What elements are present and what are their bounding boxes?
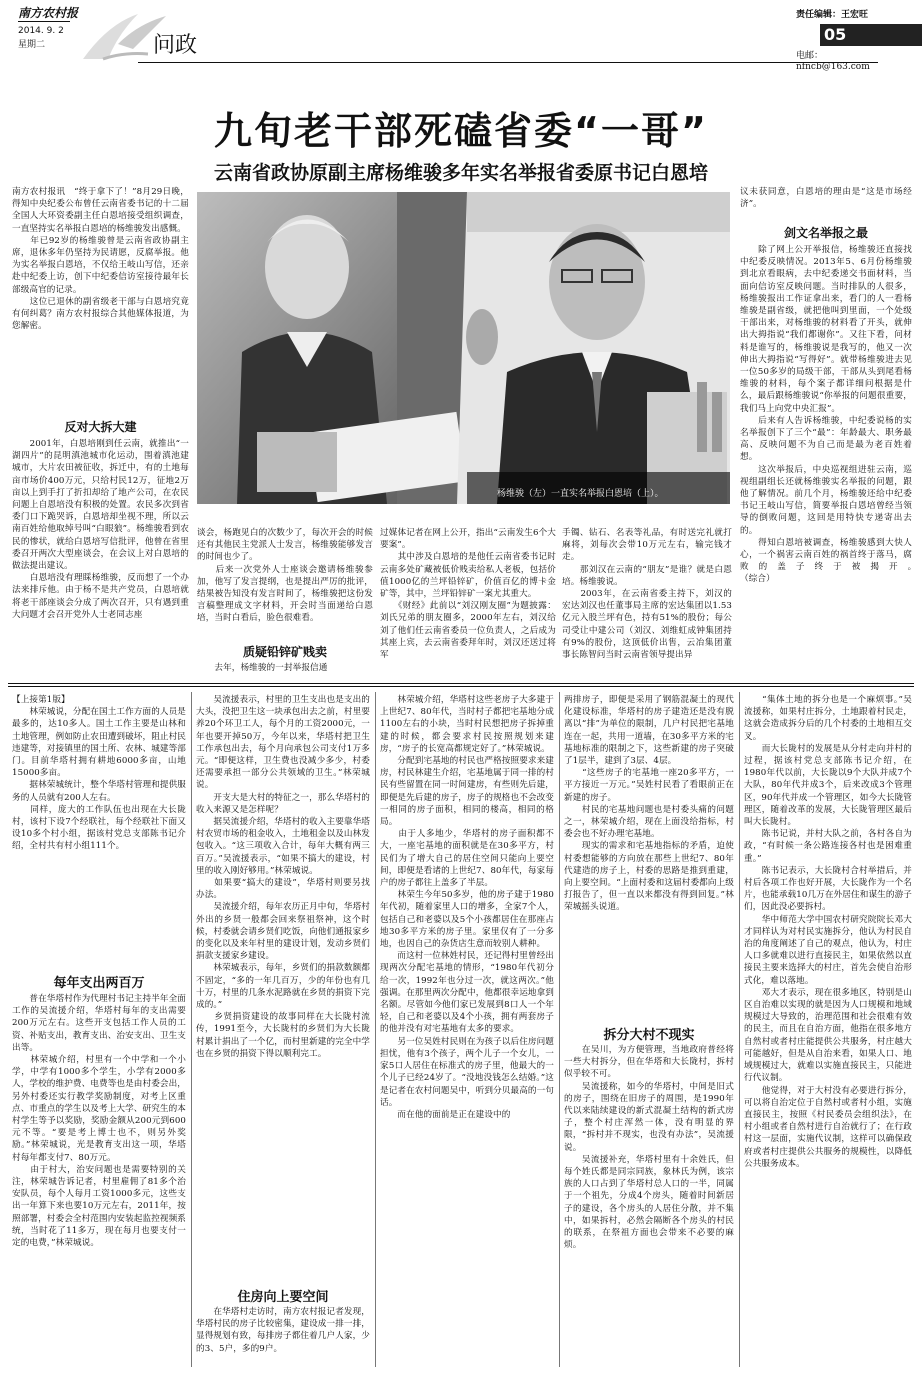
photo-illustration	[197, 192, 730, 504]
article-col2-body: 谈会，杨跑见白的次数少了，每次开会的时候还有其他民主党派人士发言，杨维骏能够发言的时间也少了。 后来一次党外人士座谈会邀请杨维骏参加，他写了发言提纲，也是提出严厉的批评，结果被告知没有发言时间了，杨维骏把这份发言稿整理成文字材料，开会时当面递给白恩培，当时白看后，脸色很难看。	[197, 528, 373, 624]
masthead	[18, 4, 878, 72]
subhead-oppose-demolition: 反对大拆大建	[64, 420, 137, 434]
article-col5-body: 除了网上公开举报信，杨维骏还直接找中纪委反映情况。2013年5、6月份杨维骏到北京看眼病，去中纪委递交书面材料，当面向信访室反映问题。当时排队的人很多，杨维骏报出工作证拿出来，看门的人一看杨维骏是副省级，就把他叫到里面，一个处级干部出来，对杨维骏的材料看了开头，就伸出大拇指说“我们都谢你”。又往下看，问材料是谁写的，杨维骏说是我写的，他又一次伸出大拇指说“写得好”。就带杨维骏进去见一位50多岁的局级干部，干部从头到尾看杨维骏的材料，每个案子都详细问根据是什么，最后跟杨维骏说“你举报的问题很重要，我们马上向党中央汇报”。 后来有人告诉杨维骏，中纪委说杨的实名举报创下了三个“最”：年龄最大、职务最高、反映问题不为自己而是最为老百姓着想。 这次举报后，中央巡视组进驻云南，巡视组副组长还就杨维骏实名举报的问题，跟他了解情况。前几个月，杨维骏还给中纪委书记王岐山写信，简要举报白恩培曾经当领导的倒败问题，这回是用特快专递寄出去的。 得知白恩培被调查，杨维骏感到大快人心，一个祸害云南百姓的祸首终于落马，腐败的盖子终于被揭开。 （综合）	[740, 245, 912, 585]
subhead-vertical-space: 住房向上要空间	[237, 1290, 329, 1305]
continued-col1-body: 普在华塔村作为代理村书记主持半年全面工作的吴流援介绍，华塔村每年的支出需要200万元左右。这些开支包括工作人员的工资、补贴支出，教育支出、治安支出、卫生支出等。 林荣城介绍，村里有一个中学和一个小学，中学有1000多个学生，小学有2000多人，学校的维护费、电费等也是由村委会出，另外村委还实行教学奖励制度，对考上区重点、市重点的学生以及考上大学、研究生的本村学生等予以奖励，奖励金额从200元到600元不等。“要是考上博士也不，则另外奖励。”林荣城说，光是教育支出这一项，华塔村每年都支付7、80万元。 由于村大，治安问题也是需要特别的关注，林荣城告诉记者，村里雇佣了81多个治安队员，每个人每月工资1000多元，这些支出一年算下来也要10万元左右，2011年，按照部署，村委会全村范围内安装起监控视频系统，当时花了11多万，现在每月也要支付一定的电费，”林荣城说。	[12, 994, 186, 1249]
issue-weekday: 星期二	[18, 40, 46, 50]
article-col4-body: 手镯、钻石、名表等礼品，有时送完礼就打麻将，刘每次会带10万元左右，输完钱才走。 那刘汉在云南的“朋友”是谁？就是白恩培。杨维骏说。 2003年，在云南省委主持下，刘汉的宏达刘汉也任董事局主席的宏达集团以1.53亿元入股兰坪有色，持有51%的股份；每公司受让中建公司（刘汉、刘维虹成钟集团持有9%的股份，这顶低价出售，云冶集团董事长陈智问当时云南省领导提出异	[562, 528, 732, 661]
subhead-annual-spending: 每年支出两百万	[53, 976, 145, 991]
section-name: 问政	[153, 33, 198, 58]
article-col1-body: 2001年，白恩培刚到任云南，就推出“一湖四片”的昆明滇池城市化运动，围着滇池建城市，大片农田被征收，拆迁中，有的土地每亩市场价400万元，只给村民12万，征地2万亩以上到手打了折扣却给了地产公司，在农民问题上自恩培没有积极的处置。农民多次到省委门口下跪哭诉，白恩培却坐视不理，所以云南百姓给他取绰号叫“白眼狼”。杨维骏看到农民的惨状，就给白恩培写信批评，他曾在省里委召开两次大型座谈会，在会议上对白恩培的做法提出建议。 白恩培没有理睬杨维骏，反而想了一个办法来排斥他。由于杨不是共产党员，白恩培就将老干部座谈会分成了两次召开，只有遇到重大问题才会召开党外人士老同志座	[12, 439, 189, 620]
subhead-ore-sale: 质疑铅锌矿贱卖	[242, 645, 327, 659]
subheadline: 云南省政协原副主席杨维骏多年实名举报省委原书记白恩培	[213, 162, 708, 184]
continued-col3: 林荣城介绍，华塔村这些老房子大多建于上世纪7、80年代，当时村子都把宅基地分成1100左右的小块，当时村民想把房子拆掉重建的时候，都会要求村民按照规划来建房，“房子的长宽高都规定好了。”林荣城说。 分配到宅基地的村民也严格按照要求来建房，村民林建生介绍，宅基地属于同一排的村民有些留置在同一时间建房，有些则先后建，即便是先后建的房子，房子的规格也不会改变一相同的房子面积，相同的楼高，相同的格局。 由于人多地少，华塔村的房子面积都不大，一座宅基地的面积就是在30多平方，村民们为了增大自己的居住空间只能向上要空间，即便是看诸的上世纪7、80年代，每家每户的房子都往上盖多了半层。 林荣生今年50多岁，他的房子建于1980年代初，随着家里人口的增多，全家7个人，包括自己和老婆以及5个小孩都居住在那座占地30多平方米的房子里。家里仅有了一分多地，也因自己的杂货店生意而较别人耕种。 而这村一位林姓村民，还记得村里曾经出现两次分配宅基地的情形，“1980年代初分给一次，1992年也分过一次，就这两次。”他强调。在那里两次分配中，他都很幸运地拿到名额。尽管如今他们家已发展到8口人一个年轻，自己和老婆以及4个小孩，拥有两套房子的他并没有对宅基地有太多的要求。 另一位吴姓村民则在为孩子以后住房问题担忧，他有3个孩子，两个儿子一个女儿，一家5口人居住在标准式的房子里，他最大的一个儿子已经24岁了。“没地没钱怎么结婚。”这是记者在农村问题吴中，听到分贝最高的一句话。 而在他的面前是正在建设中的	[380, 695, 554, 1120]
news-photo	[197, 192, 730, 504]
subhead-split-village: 拆分大村不现实	[603, 1028, 695, 1043]
article-lead: 南方农村报讯 “终于拿下了！”8月29日晚，得知中央纪委公布曾任云南省委书记的十二届全国人大环资委副主任白恩培接受组织调查，一直坚持实名举报白恩培的杨维骏发出感慨。 年已92岁的杨维骏曾是云南省政协副主席，退休多年仍坚持为民请愿，反腐举报。他为实名举报白恩培，不仅给王岐山写信，还亲赴中纪委上访，创下中纪委信访室接待最年长部级高官的记录。 这位已退休的副省级老干部与白恩培究竟有何纠葛？南方农村报综合其他媒体报道，为您解密。	[12, 187, 189, 332]
continued-col5: “集体土地的拆分也是一个麻烦事。”吴流援称，如果村庄拆分，土地跟着村民走，这就会造成拆分后的几个村委的土地相互交叉。 而大长陇村的发展是从分村走向并村的过程，据该村党总支部陈书记介绍，在1980年代以前，大长陇以9个大队并成7个大队，80年代并成3个，后来改成3个管理区，90年代并成一个管理区，如今大长陇管理区，随着改革的发展，大长陇管理区最后叫大长陇村。 陈书记说，并村大队之前，各村各自为政，“有时候一条公路连接各村也是困难重重。” 陈书记表示，大长陇村合村举措后，并村后各项工作也好开展，大长陇作为一个名片，也能承载10几万在外居住和谋生的游子们，因此没必要拆村。 华中师范大学中国农村研究院院长邓大才同样认为对村民实施拆分，他认为村民自治的角度阐述了自己的观点，他认为，村庄人口多就难以进行直接民主，如果依然以直接民主要来选择大的村庄，首先会使自治形式化，难以落地。 邓大才表示，现在很多地区，特别是山区自治难以实现的就是因为人口规模和地域规模过大导致的，治理范围和社会很难有效的民主，而且在自治方面，他指在很多地方自然村或者村庄能提供公共服务，村庄越大可能越好，但是从自治来看，如果人口、地域规模过大，就难以实施直接民主，只能进行代议制。 他觉得，对于大村没有必要进行拆分，可以将自治定位于自然村或者村小组，实施直接民主，按照《村民委员会组织法》，在村小组或者自然村进行自治就行了；在行政村这一层面，实施代议制，这样可以确保政府或者村庄提供公共服务的规模性，以降低公共服务成本。	[744, 695, 912, 1169]
continued-col2: 吴流援表示，村里的卫生支出也是支出的大头，没把卫生这一块承包出去之前，村里要养20个环卫工人，每个月的工资2000元，一年也要开掉50万，今年以来，华塔村把卫生工作承包出去，每个月向承包公司支付1万多元。“即便这样，卫生费也没减少多少，村委还需要承担一部分公共领域的卫生。”林荣城说。 开支大是大村的特征之一，那么华塔村的收入来源又是怎样呢？ 据吴流援介绍，华塔村的收入主要靠华塔村农贸市场的租金收入，土地租金以及山林发包收入。“这三项收入合计，每年大概有两三百万。”吴流援表示，“如果不搞大的建设，村里的收入刚好够用。”林荣城说。 如果要“搞大的建设”，华塔村则要另找办法。 吴流援介绍，每年农历正月中旬，华塔村外出的乡贤一般都会回来祭祖祭神，这个时候，村委就会请乡贤们吃饭，向他们通报家乡的变化以及来年村里的建设计划，发动乡贤们捐款支援家乡建设。 林荣城表示，每年，乡贤们的捐款数额都不固定，“多的一年几百万，少的年份也有几十万，村里的几条水泥路就在乡贤的捐资下完成的。” 乡贤捐资建设的故事同样在大长陇村流传，1991至今，大长陇村的乡贤们为大长陇村累计捐出了一个亿，而村里新建的完全中学也在乡贤的捐资下得以顺利完工。	[196, 695, 370, 1059]
continued-col4: 两排房子，即便是采用了钢筋混凝土的现代化建设标准，华塔村的房子建造还是没有脱离以“排”为单位的限制，几户村民把宅基地连在一起，共用一道墙，在30多平方米的宅基地标准的限制之下，这些新建的房子突破了1层半，建到了3层、4层。 “这些房子的宅基地一座20多平方，一平方接近一万元。”吴姓村民看了看眼前正在新建的房子。 村民的宅基地问题也是村委头痛的问题之一，林荣城介绍，现在上面没给指标，村委会也不好办理宅基地。 现实的需求和宅基地指标的矛盾，迫使村委想能够的方向放在那些上世纪7、80年代建造的房子上，村委的思路是推到重建，向上要空间。“上面村委和这届村委都向上级打报告了，但一直以来都没有得到回复。”林荣城摇头说道。	[564, 695, 734, 913]
issue-date: 2014. 9. 2	[18, 26, 64, 36]
email-contact: 电邮：nfncb@163.com	[796, 51, 870, 72]
article-col3-body: 过媒体记者在网上公开，指出“云南发生6个大要案”。 其中涉及白恩培的是他任云南省委书记时云南多处矿藏被低价贱卖给私人老板，包括价值1000亿的兰坪铅锌矿，价值百亿的博卡金矿等，其中，兰坪铅锌矿一案尤其重大。 《财经》此前以“刘汉刚友圈”为题披露：刘氏兄弟的朋友圈多，2000年左右，刘汉给刘了他们任云南省委员一位负责人，之后成为其座上宾，去云南省委拜年时，刘汉还送过将军	[380, 528, 556, 661]
subhead-record-reporting: 剑文名举报之最	[783, 226, 868, 240]
editor-credit: 责任编辑：王宏旺	[796, 10, 869, 20]
continued-col2-tail: 在华塔村走访时，南方农村报记者发现，华塔村民的房子比较密集，建设成一排一排，显得规划有致，每排房子都住着几户人家，少的3、5户，多的9户。	[196, 1307, 370, 1354]
continued-col4-body: 在吴川，为方便管理，当地政府普经将一些大村拆分，但在华塔和大长陇村，拆村似乎较不可。 吴流援称，如今的华塔村，中间是旧式的房子，围绕在旧房子的周围，是1990年代以来陆续建设的新式混凝土结构的新式房子，整个村庄浑然一体，没有明显的界限，“拆村并不现实，也没有办法”，吴流援说。 吴流援补充，华塔村里有十余姓氏，但每个姓氏都是同宗同族，象林氏为例，该宗族的人口占到了华塔村总人口的一半，同属于一个祖先，分成4个房头，随着时间新居子的建设，各个房头的人居住分散，并不集中，如果拆村，必然会隔断各个房头的村民的联系，在祭祖方面也会带来不必要的麻烦。	[564, 1045, 734, 1251]
photo-caption: 杨维骏（左）一直实名举报白恩培（上）。	[497, 489, 664, 499]
paper-name: 南方农村报	[18, 6, 79, 20]
page-number: 05	[820, 24, 922, 46]
headline: 九旬老干部死磕省委“一哥”	[214, 109, 708, 153]
continued-col1: 【上接第1版】 林荣城说，分配在国土工作方面的人员是最多的，达10多人。国土工作主要是山林和土地管理，例如防止农田遭到破坏，阻止村民违建等，对接镇里的国土所、农林、城建等部门。目前华塔村拥有耕地6000多亩，山地15000多亩。 据林荣城统计，整个华塔村管理和提供服务的人员就有200人左右。 同样，庞大的工作队伍也出现在大长陇村，该村下设7个经联社，每个经联社下面又设10多个村小组，据该村党总支部陈书记介绍，全村共有村小组111个。	[12, 695, 186, 852]
article-col2-tail: 去年，杨维骏的一封举报信通	[197, 663, 328, 673]
article-col5-top: 议未获同意，白恩培的理由是“这是市场经济”。	[740, 187, 912, 210]
